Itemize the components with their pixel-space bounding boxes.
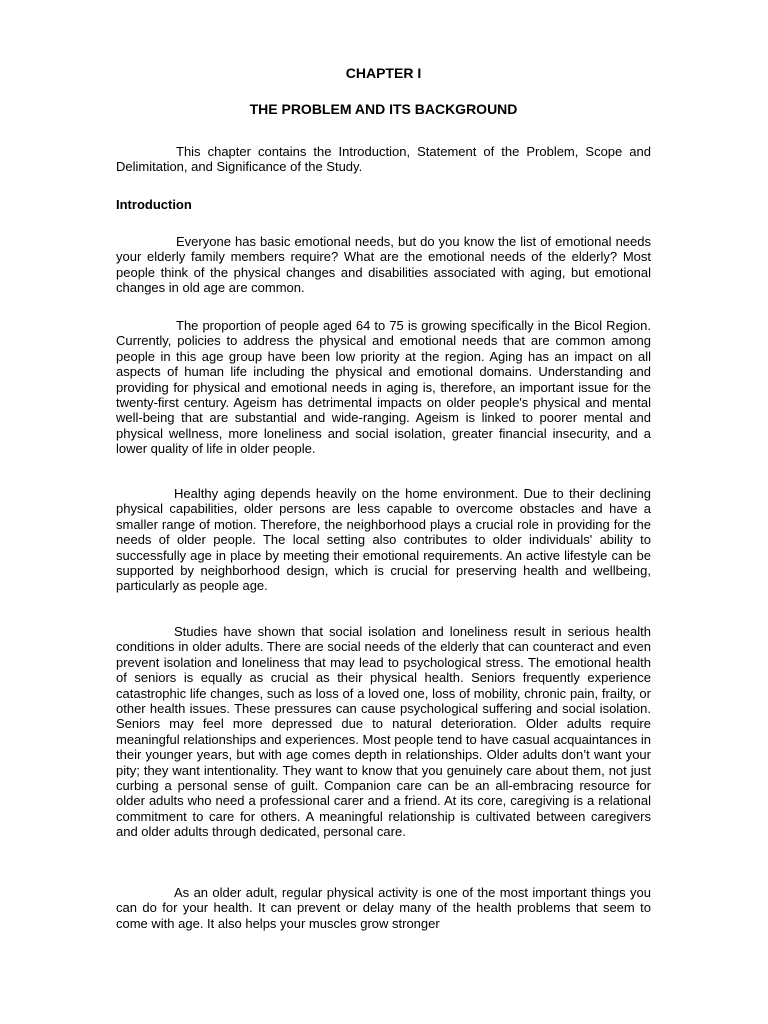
- paragraph-emotional-needs: Everyone has basic emotional needs, but do you know the list of emotional needs your elderly family members require? What are the emotional needs of the elderly? Most people think of the physical changes and disabilities associated with aging, but emotional changes in old age are common.: [116, 234, 651, 296]
- paragraph-proportion-aged: The proportion of people aged 64 to 75 is growing specifically in the Bicol Region. Currently, policies to address the physical and emotional needs that are common among people in this age group have been low priority at the region. Aging has an impact on all aspects of human life including the physical and emotional domains. Understanding and providing for physical and emotional needs in aging is, therefore, an important issue for the twenty-first century. Ageism has detrimental impacts on older people's physical and mental well-being that are substantial and wide-ranging. Ageism is linked to poorer mental and physical wellness, more loneliness and social isolation, greater financial insecurity, and a lower quality of life in older people.: [116, 318, 651, 457]
- paragraph-social-isolation: Studies have shown that social isolation and loneliness result in serious health conditions in older adults. There are social needs of the elderly that can counteract and even prevent isolation and loneliness that may lead to psychological stress. The emotional health of seniors is equally as crucial as their physical health. Seniors frequently experience catastrophic life changes, such as loss of a loved one, loss of mobility, chronic pain, frailty, or other health issues. These pressures can cause psychological suffering and social isolation. Seniors may feel more depressed due to natural deterioration. Older adults require meaningful relationships and experiences. Most people tend to have casual acquaintances in their younger years, but with age comes depth in relationships. Older adults don’t want your pity; they want intentionality. They want to know that you genuinely care about them, not just curbing a personal sense of guilt. Companion care can be an all-embracing resource for older adults who need a professional carer and a friend. At its core, caregiving is a relational commitment to care for others. A meaningful relationship is cultivated between caregivers and older adults through dedicated, personal care.: [116, 624, 651, 840]
- chapter-intro-paragraph: This chapter contains the Introduction, Statement of the Problem, Scope and Delimitation, and Significance of the Study.: [116, 144, 651, 175]
- chapter-label: CHAPTER I: [345, 65, 422, 81]
- paragraph-physical-activity: As an older adult, regular physical activity is one of the most important things you can do for your health. It can prevent or delay many of the health problems that seem to come with age. It also helps your muscles grow stronger: [116, 885, 651, 931]
- paragraph-healthy-aging: Healthy aging depends heavily on the home environment. Due to their declining physical capabilities, older persons are less capable to overcome obstacles and have a smaller range of motion. Therefore, the neighborhood plays a crucial role in providing for the needs of older people. The local setting also contributes to older individuals' ability to successfully age in place by meeting their emotional requirements. An active lifestyle can be supported by neighborhood design, which is crucial for preserving health and wellbeing, particularly as people age.: [116, 486, 651, 594]
- section-heading-introduction: Introduction: [116, 197, 192, 212]
- chapter-title: THE PROBLEM AND ITS BACKGROUND: [249, 101, 518, 117]
